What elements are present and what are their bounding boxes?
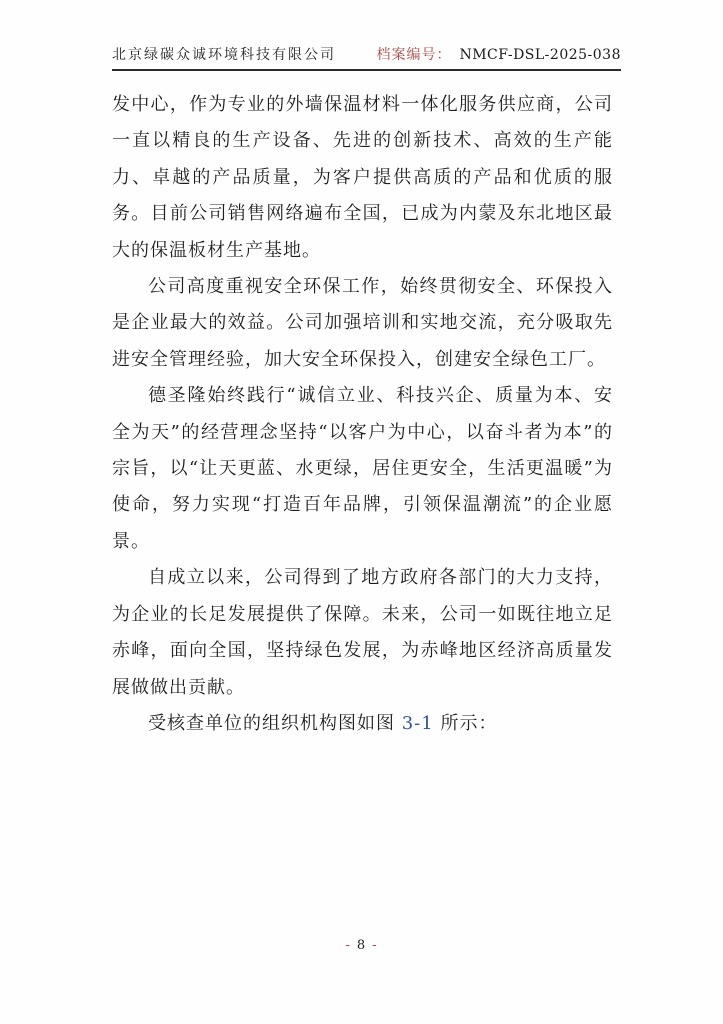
page-header xyxy=(112,44,621,71)
figure-reference-prefix: 受核查单位的组织机构图如图 xyxy=(148,712,402,734)
footer-left-dash: - xyxy=(345,938,351,953)
body-paragraph: 自成立以来，公司得到了地方政府各部门的大力支持，为企业的长足发展提供了保障。未来，公司一如既往地立足赤峰，面向全国，坚持绿色发展，为赤峰地区经济高质量发展做做出贡献。 xyxy=(112,567,613,698)
body-paragraph: 公司高度重视安全环保工作，始终贯彻安全、环保投入是企业最大的效益。公司加强培训和实地交流，充分吸取先进安全管理经验，加大安全环保投入，创建安全绿色工厂。 xyxy=(112,276,613,370)
body-paragraph: 德圣隆始终践行“诚信立业、科技兴企、质量为本、安全为天”的经营理念坚持“以客户为中心，以奋斗者为本”的宗旨，以“让天更蓝、水更绿，居住更安全，生活更温暖”为使命，努力实现“打造百年品牌，引领保温潮流”的企业愿景。 xyxy=(112,385,613,552)
header-company-name: 北京绿碳众诚环境科技有限公司 xyxy=(112,47,336,63)
figure-reference-link[interactable]: 3-1 xyxy=(401,712,434,734)
file-number-label: 档案编号： xyxy=(376,47,452,63)
footer-right-dash: - xyxy=(372,938,378,953)
header-file-number xyxy=(376,44,621,64)
document-body xyxy=(112,87,613,742)
file-number-value: NMCF-DSL-2025-038 xyxy=(459,47,621,63)
figure-reference-paragraph xyxy=(112,706,613,742)
body-paragraph: 发中心，作为专业的外墙保温材料一体化服务供应商，公司一直以精良的生产设备、先进的创新技术、高效的生产能力、卓越的产品质量，为客户提供高质的产品和优质的服务。目前公司销售网络遍布全国，已成为内蒙及东北地区最大的保温板材生产基地。 xyxy=(112,94,613,261)
page-footer xyxy=(0,938,723,953)
figure-reference-suffix: 所示： xyxy=(433,712,498,734)
page-number: 8 xyxy=(356,938,367,953)
